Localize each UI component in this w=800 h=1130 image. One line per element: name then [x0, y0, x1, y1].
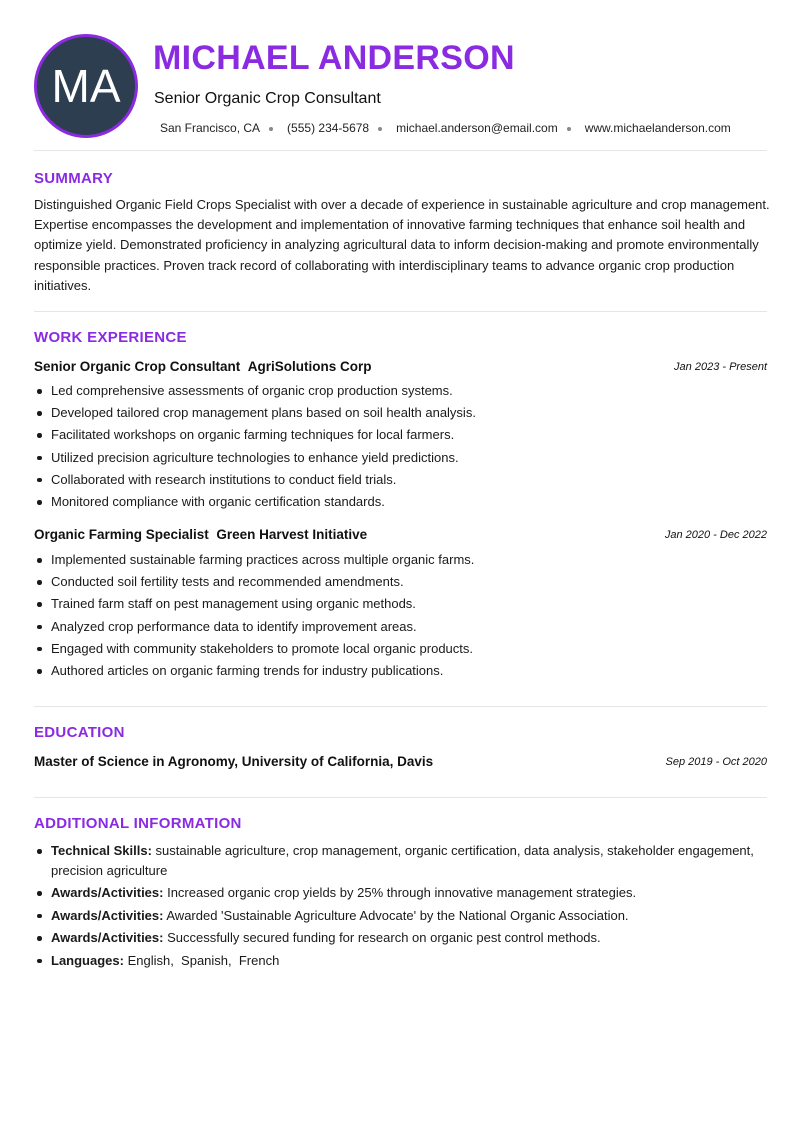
list-item: Authored articles on organic farming trends for industry publications.	[34, 660, 767, 682]
list-item: Developed tailored crop management plans based on soil health analysis.	[34, 402, 767, 424]
list-item	[34, 928, 767, 948]
job-bullets	[34, 549, 767, 682]
contact-location: San Francisco, CA	[160, 121, 261, 135]
candidate-name: MICHAEL ANDERSON	[153, 39, 515, 77]
list-item	[34, 951, 767, 971]
item-label: Awards/Activities:	[51, 885, 164, 900]
job-role: Senior Organic Crop Consultant	[34, 359, 241, 374]
education-degree: Master of Science in Agronomy, University of California, Davis	[34, 754, 434, 769]
job-dates: Jan 2023 - Present	[674, 361, 767, 373]
education-entry	[34, 753, 767, 771]
job-title-line	[34, 358, 372, 376]
list-item: Analyzed crop performance data to identify improvement areas.	[34, 616, 767, 638]
job-title-line	[34, 526, 367, 544]
list-item: Utilized precision agriculture technologies to enhance yield predictions.	[34, 447, 767, 469]
section-divider	[34, 797, 767, 798]
separator-dot-icon	[567, 127, 571, 131]
separator-dot-icon	[269, 127, 273, 131]
job-company: AgriSolutions Corp	[247, 359, 372, 374]
item-label: Awards/Activities:	[51, 907, 164, 923]
section-divider	[34, 150, 767, 151]
item-text: Increased organic crop yields by 25% through innovative management strategies.	[163, 885, 637, 900]
item-text: English, Spanish, French	[123, 952, 280, 968]
job-company: Green Harvest Initiative	[216, 527, 368, 542]
experience-heading: WORK EXPERIENCE	[34, 329, 187, 346]
contact-email[interactable]: michael.anderson@email.com	[396, 121, 558, 135]
job-bullets	[34, 380, 767, 513]
list-item	[34, 883, 767, 903]
item-label: Languages:	[51, 952, 124, 968]
item-text: Successfully secured funding for research on organic pest control methods.	[163, 930, 601, 945]
contact-phone: (555) 234-5678	[287, 121, 370, 135]
education-dates: Sep 2019 - Oct 2020	[665, 756, 767, 768]
list-item: Trained farm staff on pest management using organic methods.	[34, 593, 767, 615]
avatar	[34, 34, 138, 138]
list-item	[34, 841, 767, 880]
summary-heading: SUMMARY	[34, 170, 114, 187]
contact-website[interactable]: www.michaelanderson.com	[584, 121, 731, 135]
job-dates: Jan 2020 - Dec 2022	[664, 529, 767, 541]
additional-list	[34, 841, 767, 973]
section-divider	[34, 706, 767, 707]
item-label: Technical Skills:	[51, 843, 152, 858]
list-item: Implemented sustainable farming practices across multiple organic farms.	[34, 549, 767, 571]
list-item: Led comprehensive assessments of organic crop production systems.	[34, 380, 767, 402]
separator-dot-icon	[378, 127, 382, 131]
job-header	[34, 526, 767, 544]
job-header	[34, 358, 767, 376]
summary-text: Distinguished Organic Field Crops Specialist with over a decade of experience in sustainable agriculture and crop management. Expertise encompasses the development and implementation of innovative farming techniques that enhance soil health and optimize yield. Demonstrated proficiency in analyzing agricultural data to inform decision-making and promote environmentally responsible practices. Proven track record of collaborating with interdisciplinary teams to advance organic crop production initiatives.	[34, 197, 770, 293]
list-item: Facilitated workshops on organic farming techniques for local farmers.	[34, 424, 767, 446]
list-item: Collaborated with research institutions to conduct field trials.	[34, 469, 767, 491]
list-item: Monitored compliance with organic certification standards.	[34, 491, 767, 513]
resume-header	[0, 0, 800, 151]
avatar-initials: MA	[51, 60, 121, 112]
education-heading: EDUCATION	[34, 724, 125, 741]
list-item: Engaged with community stakeholders to promote local organic products.	[34, 638, 767, 660]
job-role: Organic Farming Specialist	[34, 527, 209, 542]
list-item	[34, 906, 767, 926]
list-item: Conducted soil fertility tests and recommended amendments.	[34, 571, 767, 593]
item-text: Awarded 'Sustainable Agriculture Advocate' by the National Organic Association.	[163, 907, 629, 923]
item-label: Awards/Activities:	[51, 930, 164, 945]
candidate-title: Senior Organic Crop Consultant	[154, 90, 381, 107]
item-text: sustainable agriculture, crop management, organic certification, data analysis, stakeholder engagement, precision agriculture	[51, 843, 754, 878]
contact-line	[160, 120, 731, 136]
additional-heading: ADDITIONAL INFORMATION	[34, 815, 242, 832]
section-divider	[34, 311, 767, 312]
